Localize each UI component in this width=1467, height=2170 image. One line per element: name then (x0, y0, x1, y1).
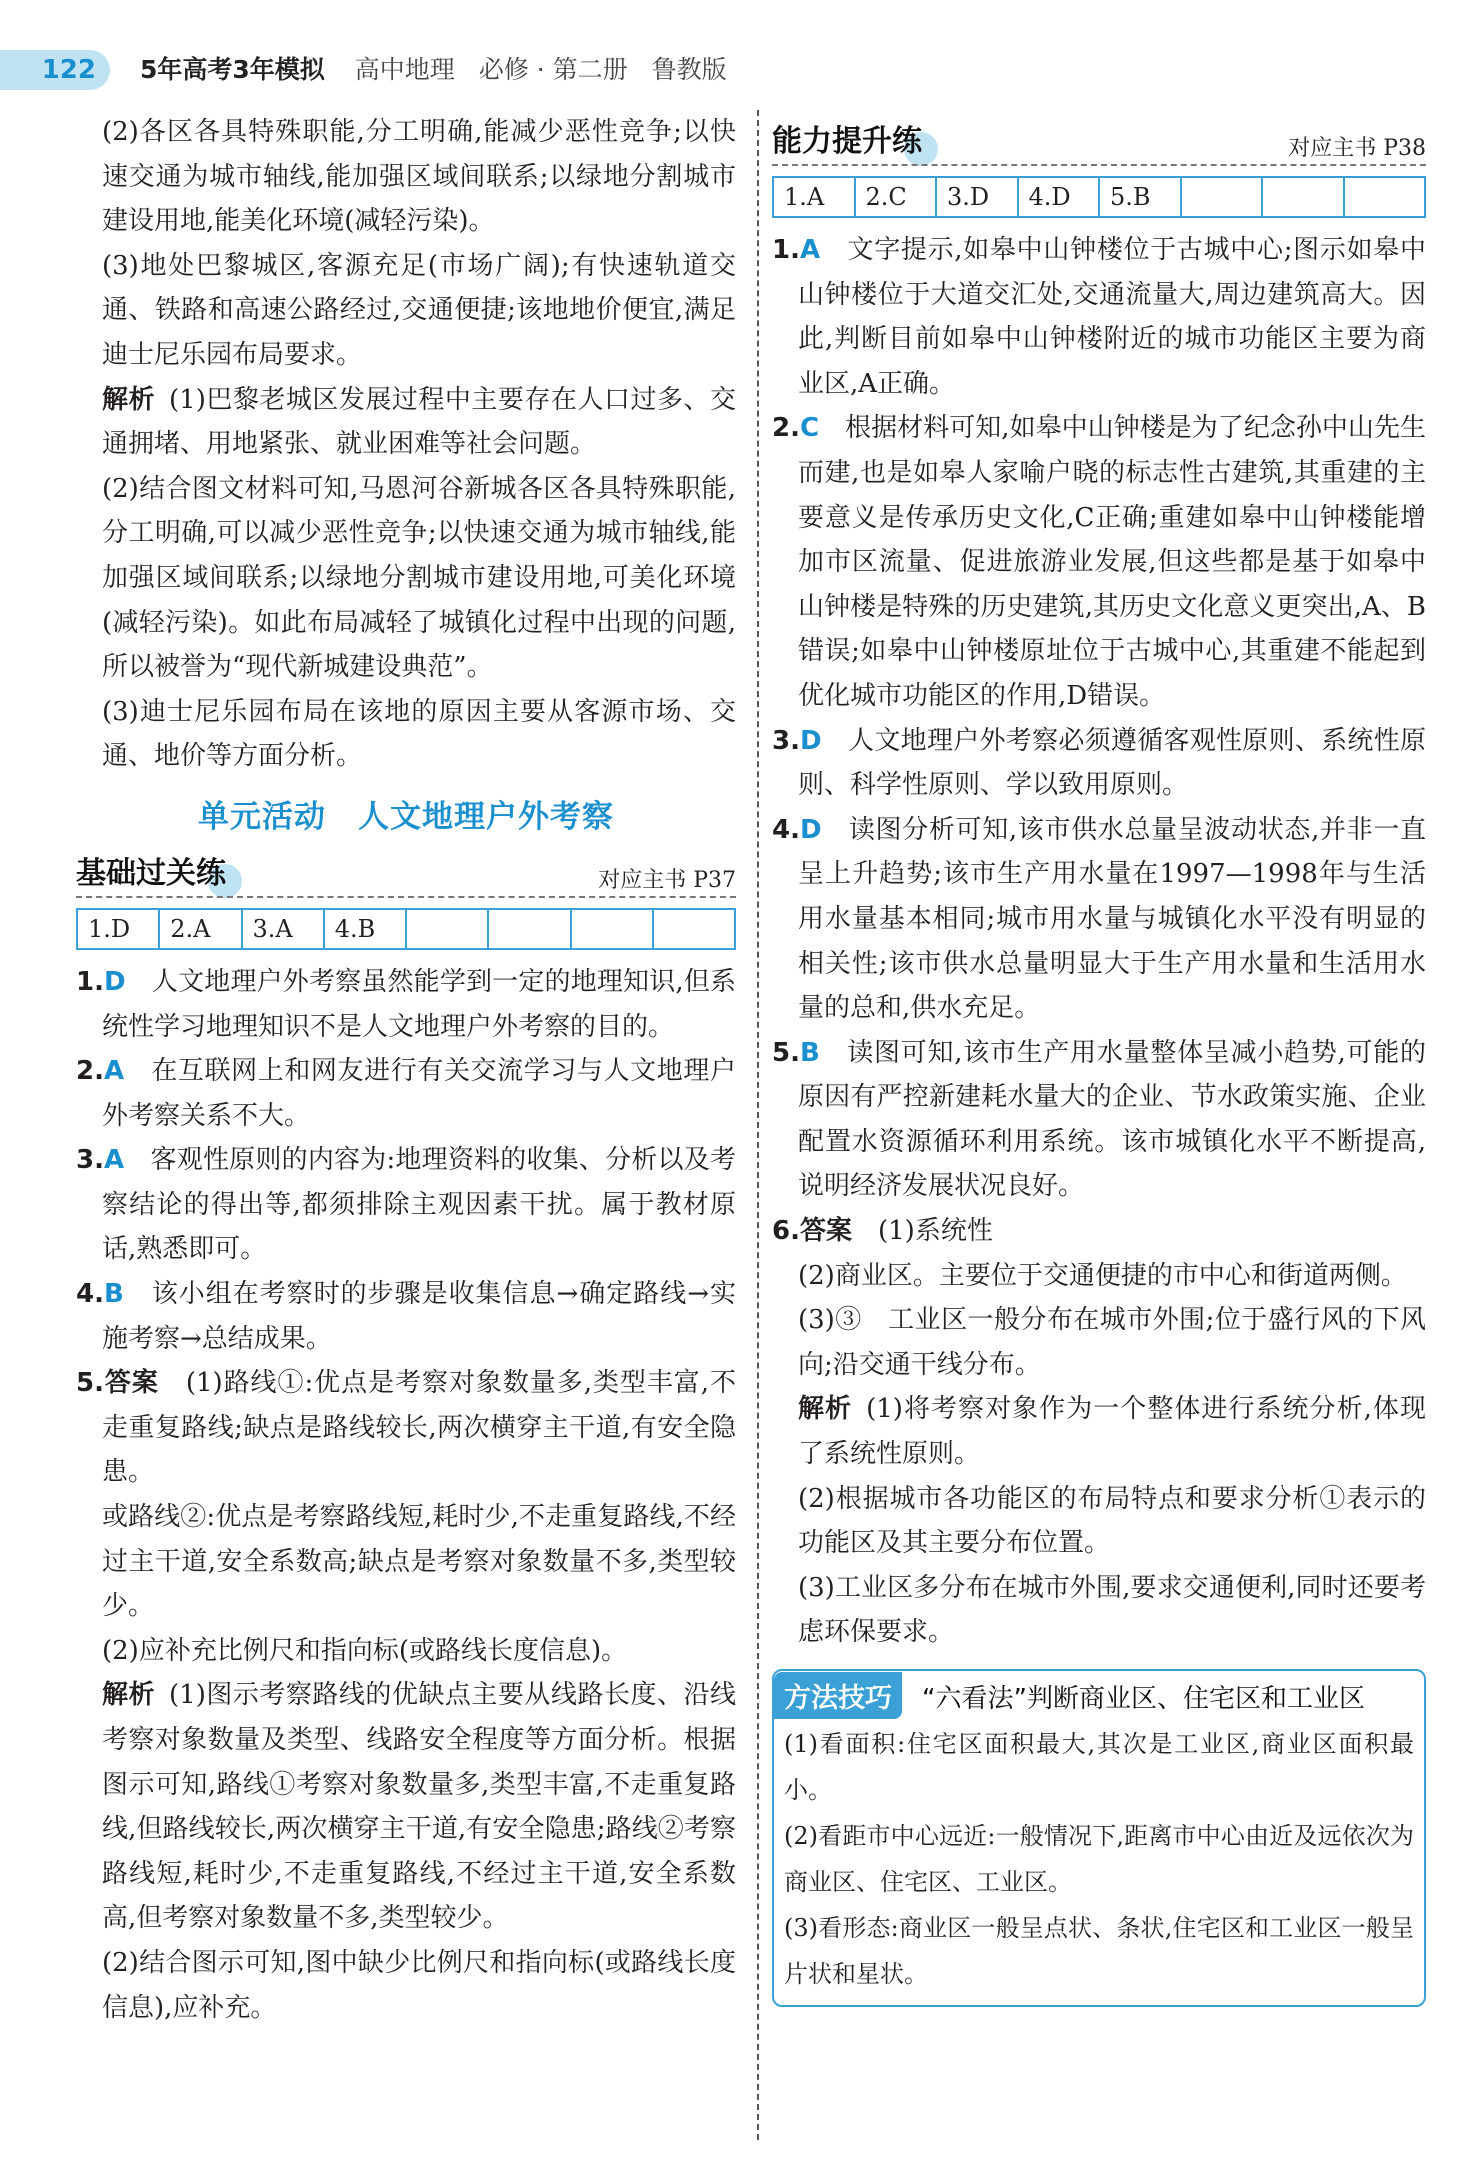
question-text: 在互联网上和网友进行有关交流学习与人文地理户外考察关系不大。 (102, 1056, 736, 1131)
answer-cell: 1.A (773, 177, 855, 217)
series-title: 5年高考3年模拟 (140, 55, 325, 84)
answer-letter: C (799, 413, 820, 444)
answer-cell: 2.C (855, 177, 937, 217)
question-number: 4.B (76, 1279, 124, 1310)
section-header (772, 114, 1426, 166)
question-item (772, 719, 1426, 808)
answer-cell (488, 909, 570, 949)
question-item (772, 228, 1426, 406)
analysis-paragraph: (2)结合图示可知,图中缺少比例尺和指向标(或路线长度信息),应补充。 (102, 1947, 736, 2023)
answer-paragraph: 或路线②:优点是考察路线短,耗时少,不走重复路线,不经过主干道,安全系数高;缺点是考察对象数量不多,类型较少。 (102, 1502, 736, 1622)
left-column (76, 110, 736, 2030)
section-ref: 对应主书 P37 (590, 863, 736, 894)
page-number: 122 (0, 50, 110, 90)
question-number: 3.D (772, 725, 822, 756)
answer-letter: D (799, 814, 822, 845)
answer-letter: B (799, 1037, 820, 1068)
answer-cell: 1.D (77, 909, 159, 949)
answer-cell (653, 909, 735, 949)
edition-label: 鲁教版 (651, 55, 727, 84)
analysis-text: (1)将考察对象作为一个整体进行系统分析,体现了系统性原则。 (798, 1394, 1426, 1470)
volume-label: 必修 · 第二册 (478, 55, 628, 84)
right-column (772, 110, 1426, 2007)
answer-text: (1)系统性 (878, 1216, 993, 1247)
tips-line: (3)看形态:商业区一般呈点状、条状,住宅区和工业区一般呈片状和星状。 (784, 1914, 1414, 1988)
question-text: 该小组在考察时的步骤是收集信息→确定路线→实施考察→总结成果。 (102, 1279, 736, 1354)
question-text: 客观性原则的内容为:地理资料的收集、分析以及考察结论的得出等,都须排除主观因素干扰。属于教材原话,熟悉即可。 (102, 1145, 736, 1265)
section-title: 能力提升练 (772, 116, 922, 160)
analysis-text: (1)图示考察路线的优缺点主要从线路长度、沿线考察对象数量及类型、线路安全程度等方面分析。根据图示可知,路线①考察对象数量多,类型丰富,不走重复路线,但路线较长,两次横穿主干道,有安全隐患;路线②考察路线短,耗时少,不走重复路线,不经过主干道,安全系数高,但考察对象数量不多,类型较少。 (102, 1680, 736, 1934)
question-text: 文字提示,如皋中山钟楼位于古城中心;图示如皋中山钟楼位于大道交汇处,交通流量大,周边建筑高大。因此,判断目前如皋中山钟楼附近的城市功能区主要为商业区,A正确。 (798, 235, 1426, 399)
question-item (772, 1031, 1426, 1209)
question-number: 2.C (772, 413, 820, 444)
question-number: 6.答案 (772, 1216, 852, 1247)
analysis-paragraph: (3)迪士尼乐园布局在该地的原因主要从客源市场、交通、地价等方面分析。 (102, 696, 736, 772)
answer-letter: D (799, 725, 822, 756)
tips-title: “六看法”判断商业区、住宅区和工业区 (922, 1683, 1365, 1714)
section-ref: 对应主书 P38 (1280, 131, 1426, 162)
question-text: 根据材料可知,如皋中山钟楼是为了纪念孙中山先生而建,也是如皋人家喻户晓的标志性古建筑,其重建的主要意义是传承历史文化,C正确;重建如皋中山钟楼能增加市区流量、促进旅游业发展,但这些都是基于如皋中山钟楼是特殊的历史建筑,其历史文化意义更突出,A、B错误;如皋中山钟楼原址位于古城中心,其重建不能起到优化城市功能区的作用,D错误。 (798, 413, 1426, 711)
answer-letter: A (103, 1056, 125, 1087)
question-text: 人文地理户外考察必须遵循客观性原则、系统性原则、科学性原则、学以致用原则。 (798, 725, 1426, 801)
column-divider (757, 110, 759, 2140)
question-number: 3.A (76, 1145, 125, 1176)
question-item (76, 1272, 736, 1361)
method-tips-box (772, 1669, 1426, 2007)
question-text: 人文地理户外考察虽然能学到一定的地理知识,但系统性学习地理知识不是人文地理户外考察的目的。 (102, 966, 736, 1042)
answer-text: (1)路线①:优点是考察对象数量多,类型丰富,不走重复路线;缺点是路线较长,两次横穿主干道,有安全隐患。 (102, 1368, 736, 1488)
answer-cell: 3.A (242, 909, 324, 949)
question-text: 读图可知,该市生产用水量整体呈减小趋势,可能的原因有严控新建耗水量大的企业、节水政策实施、企业配置水资源循环利用系统。该市城镇化水平不断提高,说明经济发展状况良好。 (798, 1037, 1426, 1202)
answer-letter: A (799, 235, 821, 265)
question-item (76, 1049, 736, 1138)
answer-letter: B (103, 1279, 124, 1310)
analysis-label: 解析 (102, 384, 156, 415)
answer-cell (1262, 177, 1344, 217)
question-item (76, 1138, 736, 1272)
answer-cell: 5.B (1099, 177, 1181, 217)
analysis-paragraph: (3)工业区多分布在城市外围,要求交通便利,同时还要考虑环保要求。 (798, 1572, 1426, 1648)
tips-badge: 方法技巧 (774, 1672, 902, 1719)
analysis-paragraph (772, 1387, 1426, 1476)
answer-letter: D (103, 966, 126, 997)
answer-cell: 2.A (159, 909, 241, 949)
question-number: 5.答案 (76, 1368, 159, 1399)
analysis-text: (1)巴黎老城区发展过程中主要存在人口过多、交通拥堵、用地紧张、就业困难等社会问题。 (102, 384, 736, 460)
question-text: 读图分析可知,该市供水总量呈波动状态,并非一直呈上升趋势;该市生产用水量在1997—1998年与生活用水量基本相同;城市用水量与城镇化水平没有明显的相关性;该市供水总量明显大于生产用水量和生活用水量的总和,供水充足。 (798, 814, 1426, 1024)
question-item (772, 1209, 1426, 1254)
answer-letter: A (103, 1145, 125, 1176)
answer-cell (406, 909, 488, 949)
tips-line: (1)看面积:住宅区面积最大,其次是工业区,商业区面积最小。 (784, 1730, 1414, 1804)
answer-paragraph: (2)应补充比例尺和指向标(或路线长度信息)。 (102, 1635, 628, 1666)
analysis-paragraph: (2)结合图文材料可知,马恩河谷新城各区各具特殊职能,分工明确,可以减少恶性竞争;以快速交通为城市轴线,能加强区域间联系;以绿地分割城市建设用地,可美化环境(减轻污染)。如此布局减轻了城镇化过程中出现的问题,所以被誉为“现代新城建设典范”。 (102, 473, 736, 683)
question-item (76, 960, 736, 1049)
question-number: 2.A (76, 1056, 125, 1087)
answer-paragraph: (3)③ 工业区一般分布在城市外围;位于盛行风的下风向;沿交通干线分布。 (798, 1305, 1426, 1380)
tips-header (784, 1671, 1414, 1721)
question-item (76, 1361, 736, 1495)
analysis-label: 解析 (102, 1680, 156, 1711)
tips-line: (2)看距市中心远近:一般情况下,距离市中心由近及远依次为商业区、住宅区、工业区。 (784, 1822, 1414, 1896)
answer-paragraph: (2)各区各具特殊职能,分工明确,能减少恶性竞争;以快速交通为城市轴线,能加强区域间联系;以绿地分割城市建设用地,能美化环境(减轻污染)。 (102, 117, 736, 237)
answer-paragraph: (3)地处巴黎城区,客源充足(市场广阔);有快速轨道交通、铁路和高速公路经过,交通便捷;该地地价便宜,满足迪士尼乐园布局要求。 (102, 250, 736, 370)
answer-cell: 4.D (1018, 177, 1100, 217)
answer-table (76, 908, 736, 950)
question-number: 4.D (772, 814, 822, 845)
question-number: 1.A (772, 235, 821, 265)
section-header (76, 846, 736, 898)
unit-title: 单元活动 人文地理户外考察 (198, 798, 614, 835)
analysis-paragraph (76, 378, 736, 467)
section-title: 基础过关练 (76, 848, 226, 892)
page-header (0, 50, 760, 94)
question-number: 1.D (76, 966, 126, 997)
question-number: 5.B (772, 1037, 820, 1068)
analysis-label: 解析 (798, 1394, 853, 1425)
analysis-paragraph (76, 1673, 736, 1941)
answer-table (772, 176, 1426, 218)
question-item (772, 808, 1426, 1031)
answer-cell (1181, 177, 1263, 217)
running-header (140, 50, 751, 90)
answer-cell: 4.B (324, 909, 406, 949)
answer-paragraph: (2)商业区。主要位于交通便捷的市中心和街道两侧。 (798, 1260, 1407, 1291)
answer-cell (1344, 177, 1426, 217)
analysis-paragraph: (2)根据城市各功能区的布局特点和要求分析①表示的功能区及其主要分布位置。 (798, 1483, 1426, 1559)
answer-cell: 3.D (936, 177, 1018, 217)
subject-label: 高中地理 (354, 55, 455, 84)
answer-cell (571, 909, 653, 949)
question-item (772, 406, 1426, 718)
